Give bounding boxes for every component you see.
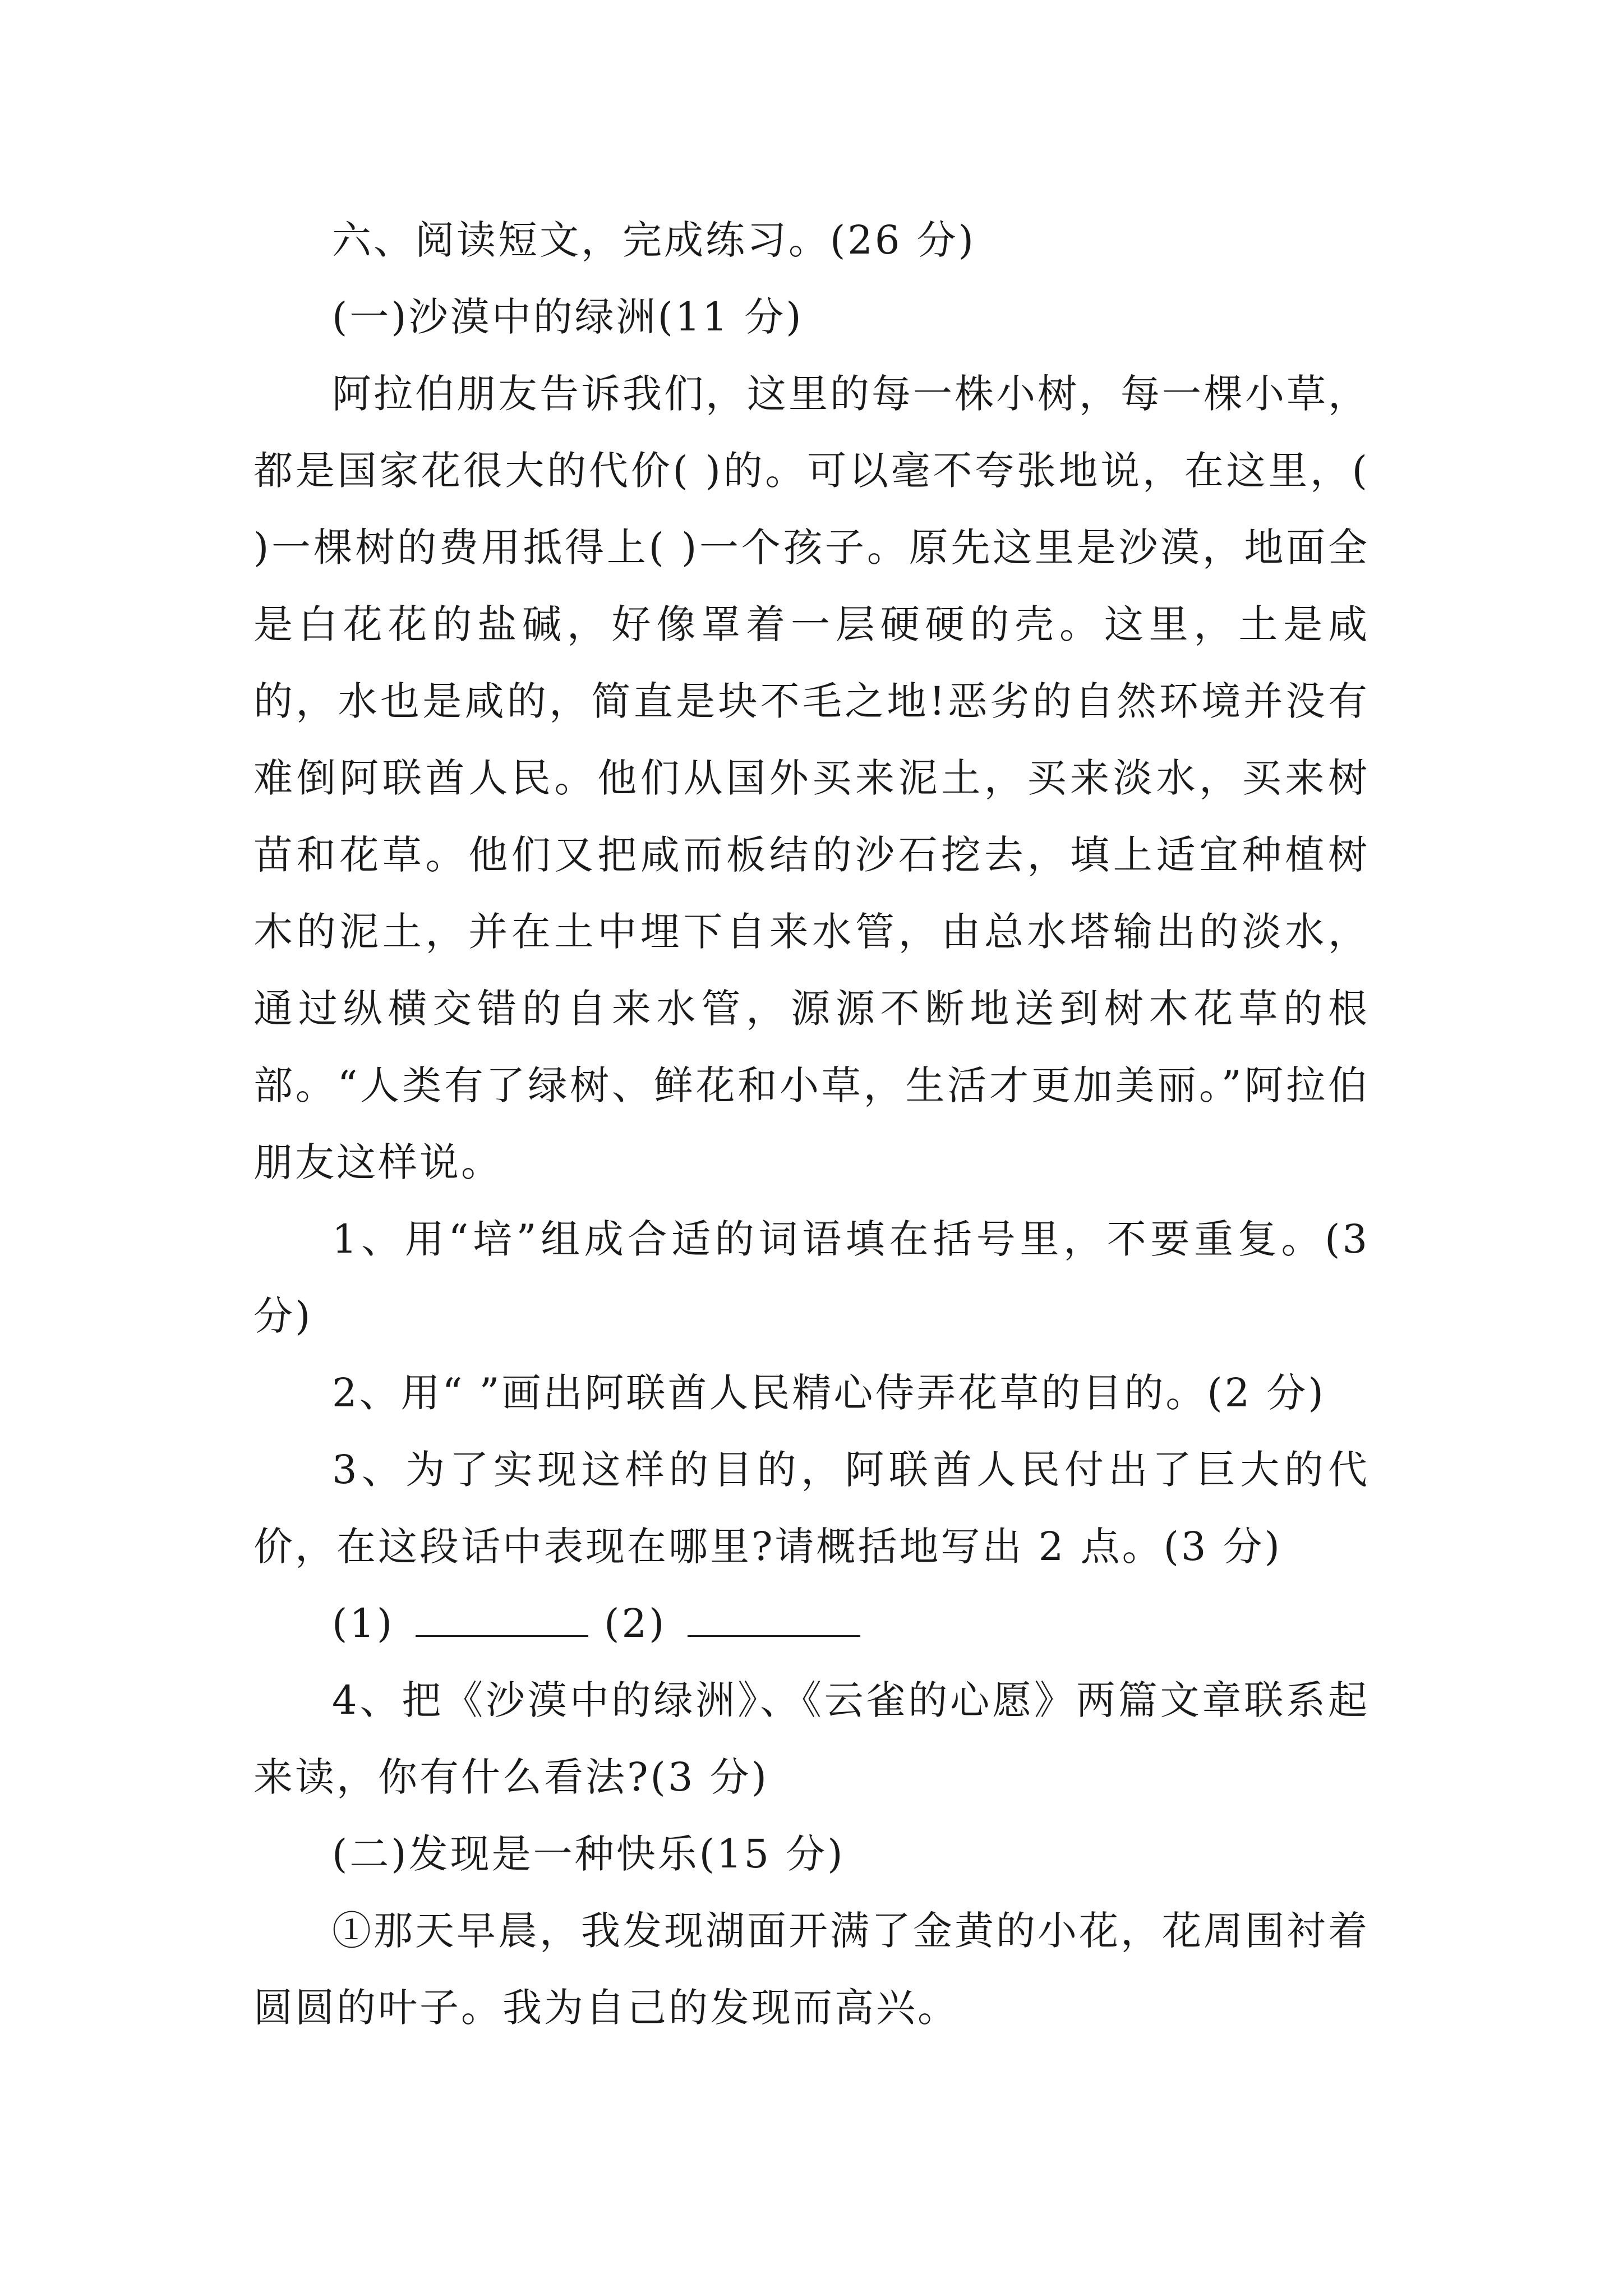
question-3: 3、为了实现这样的目的，阿联酋人民付出了巨大的代价，在这段话中表现在哪里?请概括地写出 2 点。(3 分) <box>253 1447 1370 1570</box>
answer-blank-1[interactable] <box>416 1602 588 1637</box>
answer-label-2: (2) <box>604 1600 667 1646</box>
passage2-paragraph-1: ①那天早晨，我发现湖面开满了金黄的小花，花周围衬着圆圆的叶子。我为自己的发现而高兴。 <box>253 1908 1370 2031</box>
question-3-answer-line <box>253 1585 1370 1662</box>
passage1-heading: (一)沙漠中的绿洲(11 分) <box>332 294 804 340</box>
answer-blank-2[interactable] <box>688 1602 860 1637</box>
question-2: 2、用“ ”画出阿联酋人民精心侍弄花草的目的。(2 分) <box>332 1370 1326 1416</box>
question-1: 1、用“培”组成合适的词语填在括号里，不要重复。(3 分) <box>253 1216 1370 1339</box>
passage1-text: 阿拉伯朋友告诉我们，这里的每一株小树，每一棵小草，都是国家花很大的代价( )的。可以毫不夸张地说，在这里，( )一棵树的费用抵得上( )一个孩子。原先这里是沙漠，地面全是白花花的盐碱，好像罩着一层硬硬的壳。这里，土是咸的，水也是咸的，简直是块不毛之地!恶劣的自然环境并没有难倒阿联酋人民。他们从国外买来泥土，买来淡水，买来树苗和花草。他们又把咸而板结的沙石挖去，填上适宜种植树木的泥土，并在土中埋下自来水管，由总水塔输出的淡水，通过纵横交错的自来水管，源源不断地送到树木花草的根部。“人类有了绿树、鲜花和小草，生活才更加美丽。”阿拉伯朋友这样说。 <box>253 371 1370 1185</box>
answer-label-1: (1) <box>332 1600 395 1646</box>
question-4: 4、把《沙漠中的绿洲》、《云雀的心愿》两篇文章联系起来读，你有什么看法?(3 分) <box>253 1677 1370 1800</box>
passage2-heading: (二)发现是一种快乐(15 分) <box>332 1831 845 1877</box>
section-title: 六、阅读短文，完成练习。(26 分) <box>332 217 976 263</box>
document-content <box>253 202 1370 2046</box>
